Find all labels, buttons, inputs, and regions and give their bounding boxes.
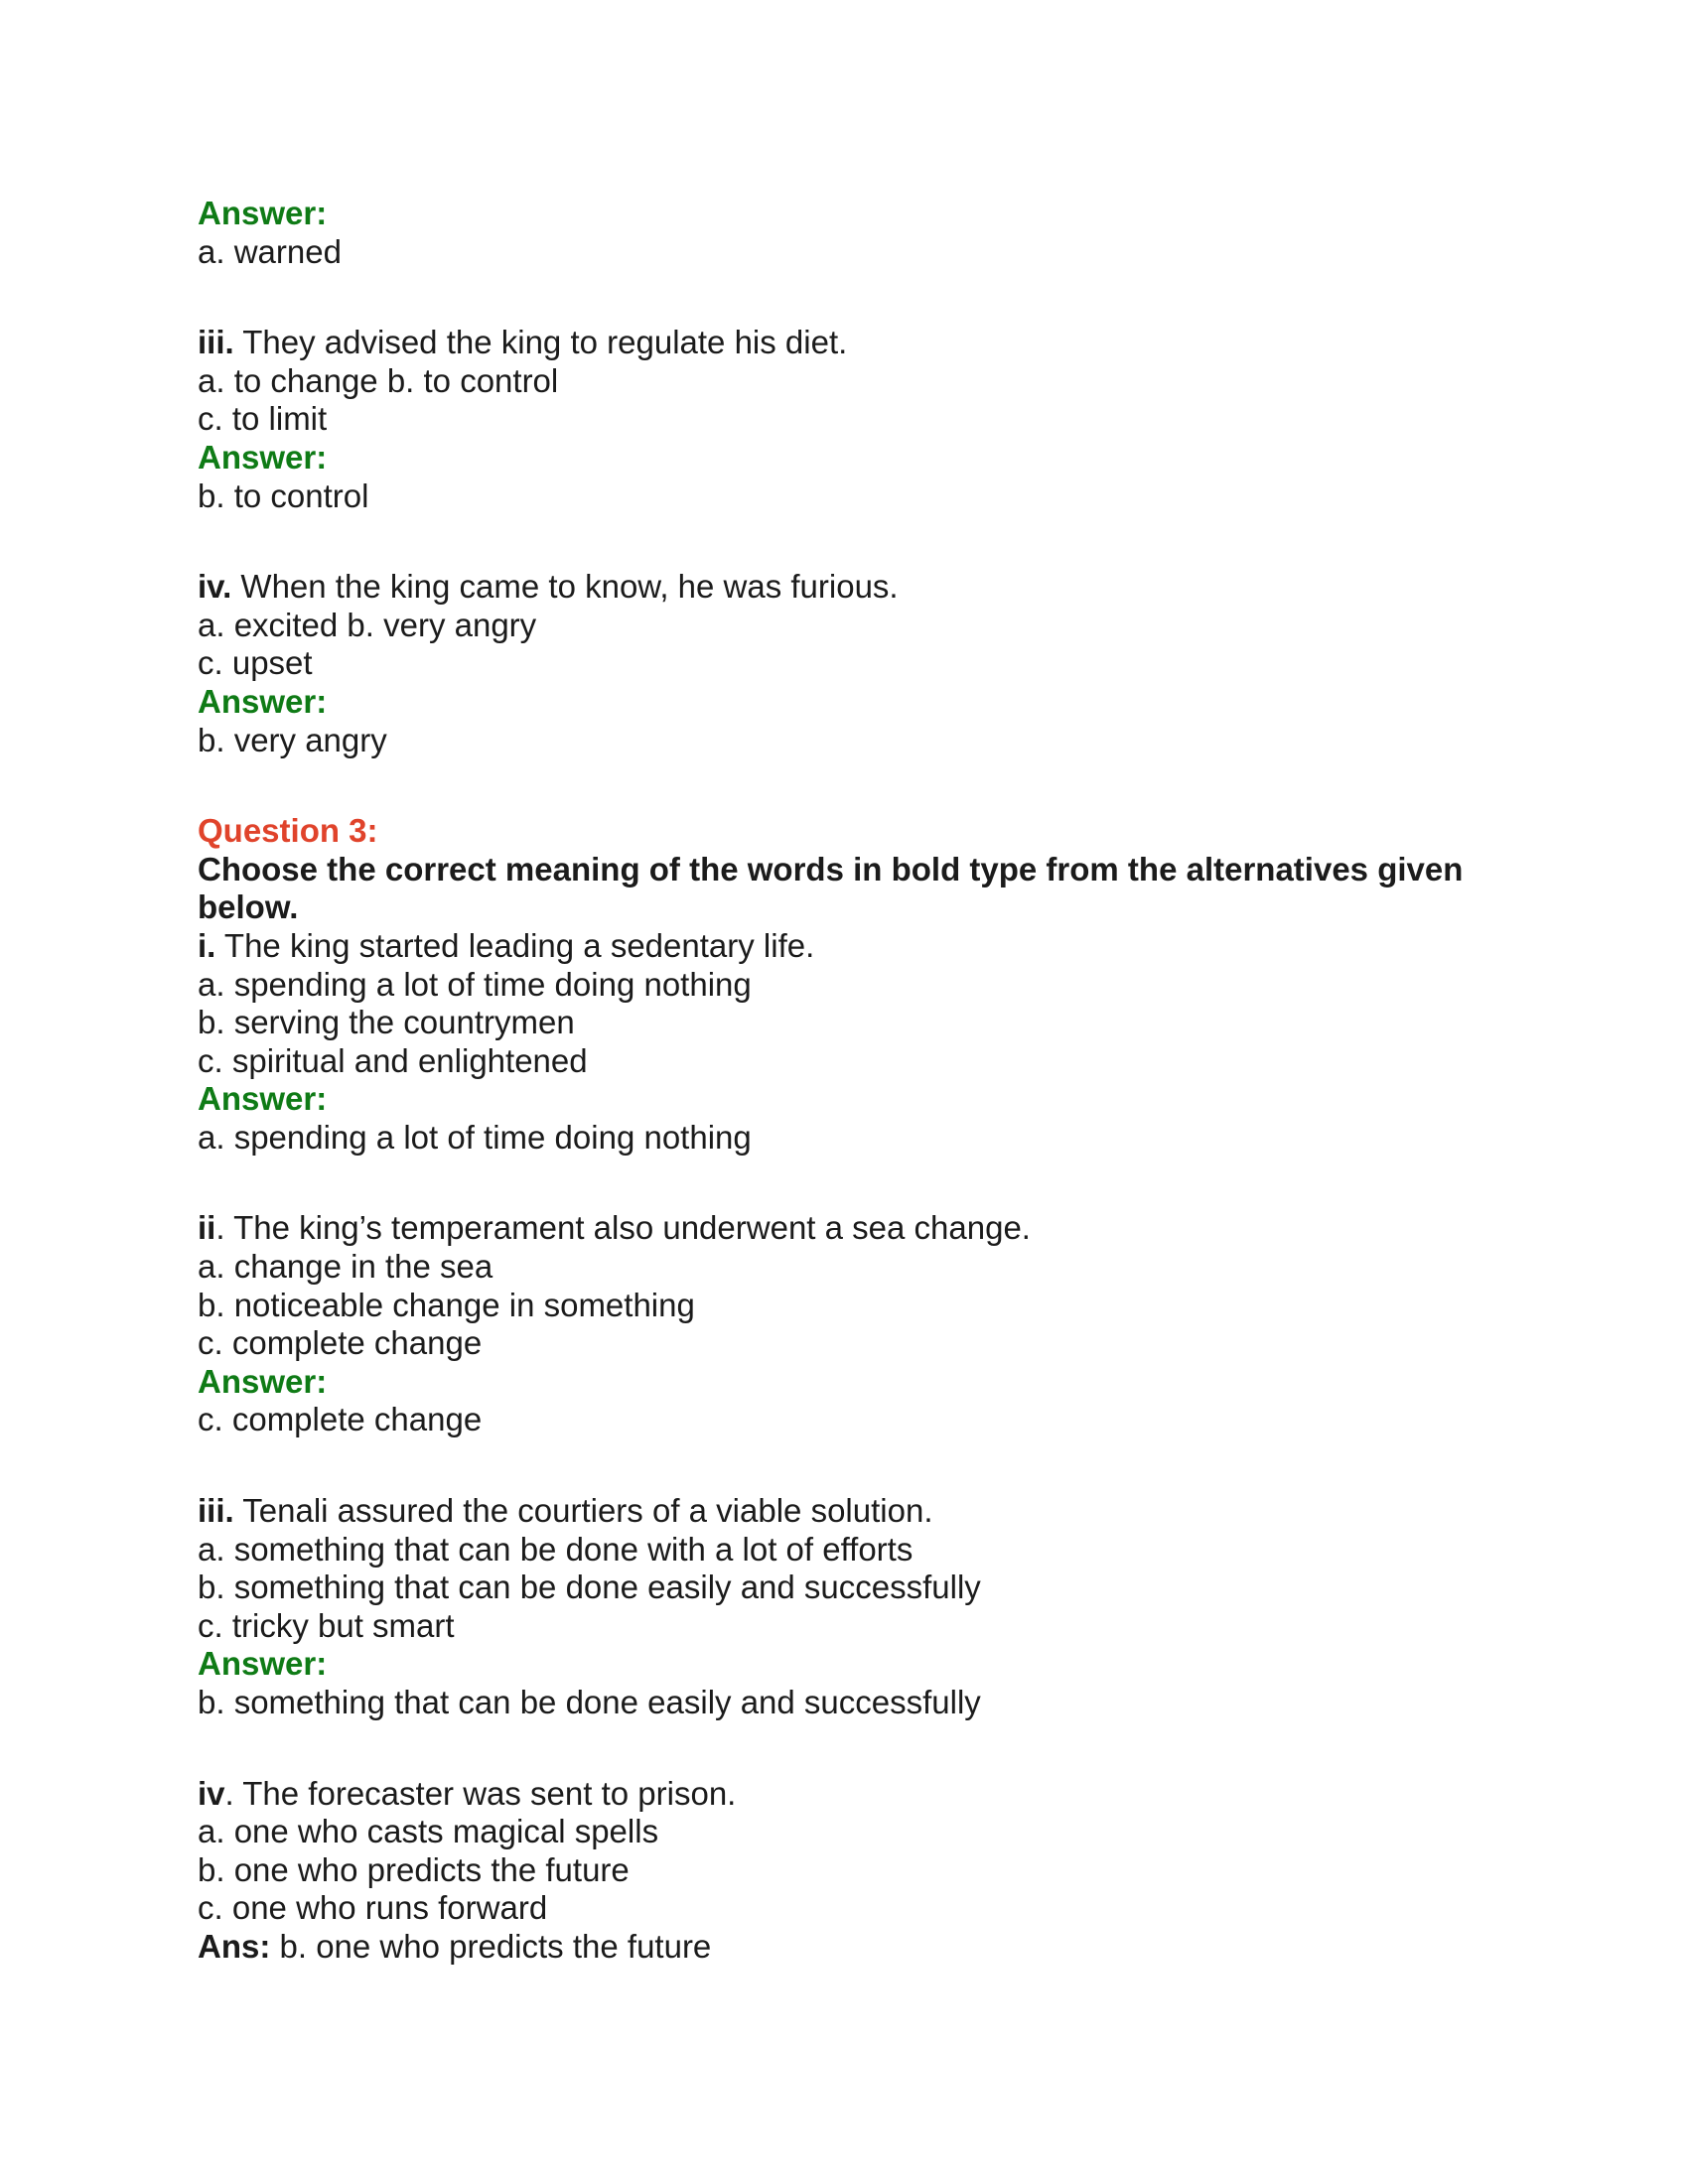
option-line: a. excited b. very angry xyxy=(198,606,537,643)
sentence-text: . The king’s temperament also underwent a sea change. xyxy=(215,1209,1031,1247)
question-sentence xyxy=(198,1492,1508,1531)
item-number: iii. xyxy=(198,324,234,361)
answer-label: Answer: xyxy=(198,1362,328,1400)
option-line: c. upset xyxy=(198,644,313,682)
sentence-text: The king started leading a sedentary life. xyxy=(215,926,815,964)
question-sentence xyxy=(198,568,1508,607)
answer-text: c. complete change xyxy=(198,1401,483,1438)
question-instruction: Choose the correct meaning of the words in bold type from the alternatives given below. xyxy=(198,850,1473,926)
option-line: b. serving the countrymen xyxy=(198,1004,575,1041)
question-heading: Question 3: xyxy=(198,812,378,850)
option-line: c. one who runs forward xyxy=(198,1889,548,1927)
answer-label: Ans: xyxy=(198,1927,271,1965)
option-line: c. tricky but smart xyxy=(198,1606,455,1644)
answer-label: Answer: xyxy=(198,195,328,231)
answer-text: b. to control xyxy=(198,477,369,514)
item-number: iii. xyxy=(198,1492,234,1530)
answer-label: Answer: xyxy=(198,1080,328,1118)
spacer xyxy=(198,1439,1508,1492)
answer-label: Answer: xyxy=(198,438,328,476)
document-content xyxy=(198,195,1508,1967)
option-line: a. something that can be done with a lot of efforts xyxy=(198,1530,914,1568)
question-sentence xyxy=(198,1209,1508,1248)
sentence-text: Tenali assured the courtiers of a viable solution. xyxy=(233,1492,933,1530)
item-number: iv. xyxy=(198,568,232,606)
sentence-text: They advised the king to regulate his diet. xyxy=(233,324,848,361)
option-line: a. one who casts magical spells xyxy=(198,1813,659,1850)
answer-text: b. something that can be done easily and successfully xyxy=(198,1684,981,1720)
spacer xyxy=(198,759,1508,812)
answer-text: a. spending a lot of time doing nothing xyxy=(198,1118,752,1156)
item-number: i. xyxy=(198,926,216,964)
item-number: iv xyxy=(198,1774,225,1812)
spacer xyxy=(198,515,1508,568)
sentence-text: When the king came to know, he was furious. xyxy=(231,568,899,606)
option-line: a. change in the sea xyxy=(198,1248,493,1286)
option-line: c. to limit xyxy=(198,400,328,438)
question-sentence xyxy=(198,927,1508,966)
answer-text: a. warned xyxy=(198,232,342,270)
answer-text: b. one who predicts the future xyxy=(270,1927,712,1965)
option-line: b. noticeable change in something xyxy=(198,1286,695,1323)
option-line: c. spiritual and enlightened xyxy=(198,1041,588,1079)
option-line: a. to change b. to control xyxy=(198,361,559,399)
question-sentence xyxy=(198,1775,1508,1814)
option-line: c. complete change xyxy=(198,1324,483,1362)
answer-label: Answer: xyxy=(198,682,328,720)
sentence-text: . The forecaster was sent to prison. xyxy=(224,1774,737,1812)
option-line: a. spending a lot of time doing nothing xyxy=(198,965,752,1003)
answer-label: Answer: xyxy=(198,1645,328,1683)
option-line: b. one who predicts the future xyxy=(198,1850,630,1888)
spacer xyxy=(198,1157,1508,1209)
question-sentence xyxy=(198,324,1508,362)
spacer xyxy=(198,1722,1508,1775)
item-number: ii xyxy=(198,1209,216,1247)
answer-text: b. very angry xyxy=(198,721,387,758)
option-line: b. something that can be done easily and successfully xyxy=(198,1569,981,1606)
spacer xyxy=(198,271,1508,324)
answer-line xyxy=(198,1928,1508,1967)
